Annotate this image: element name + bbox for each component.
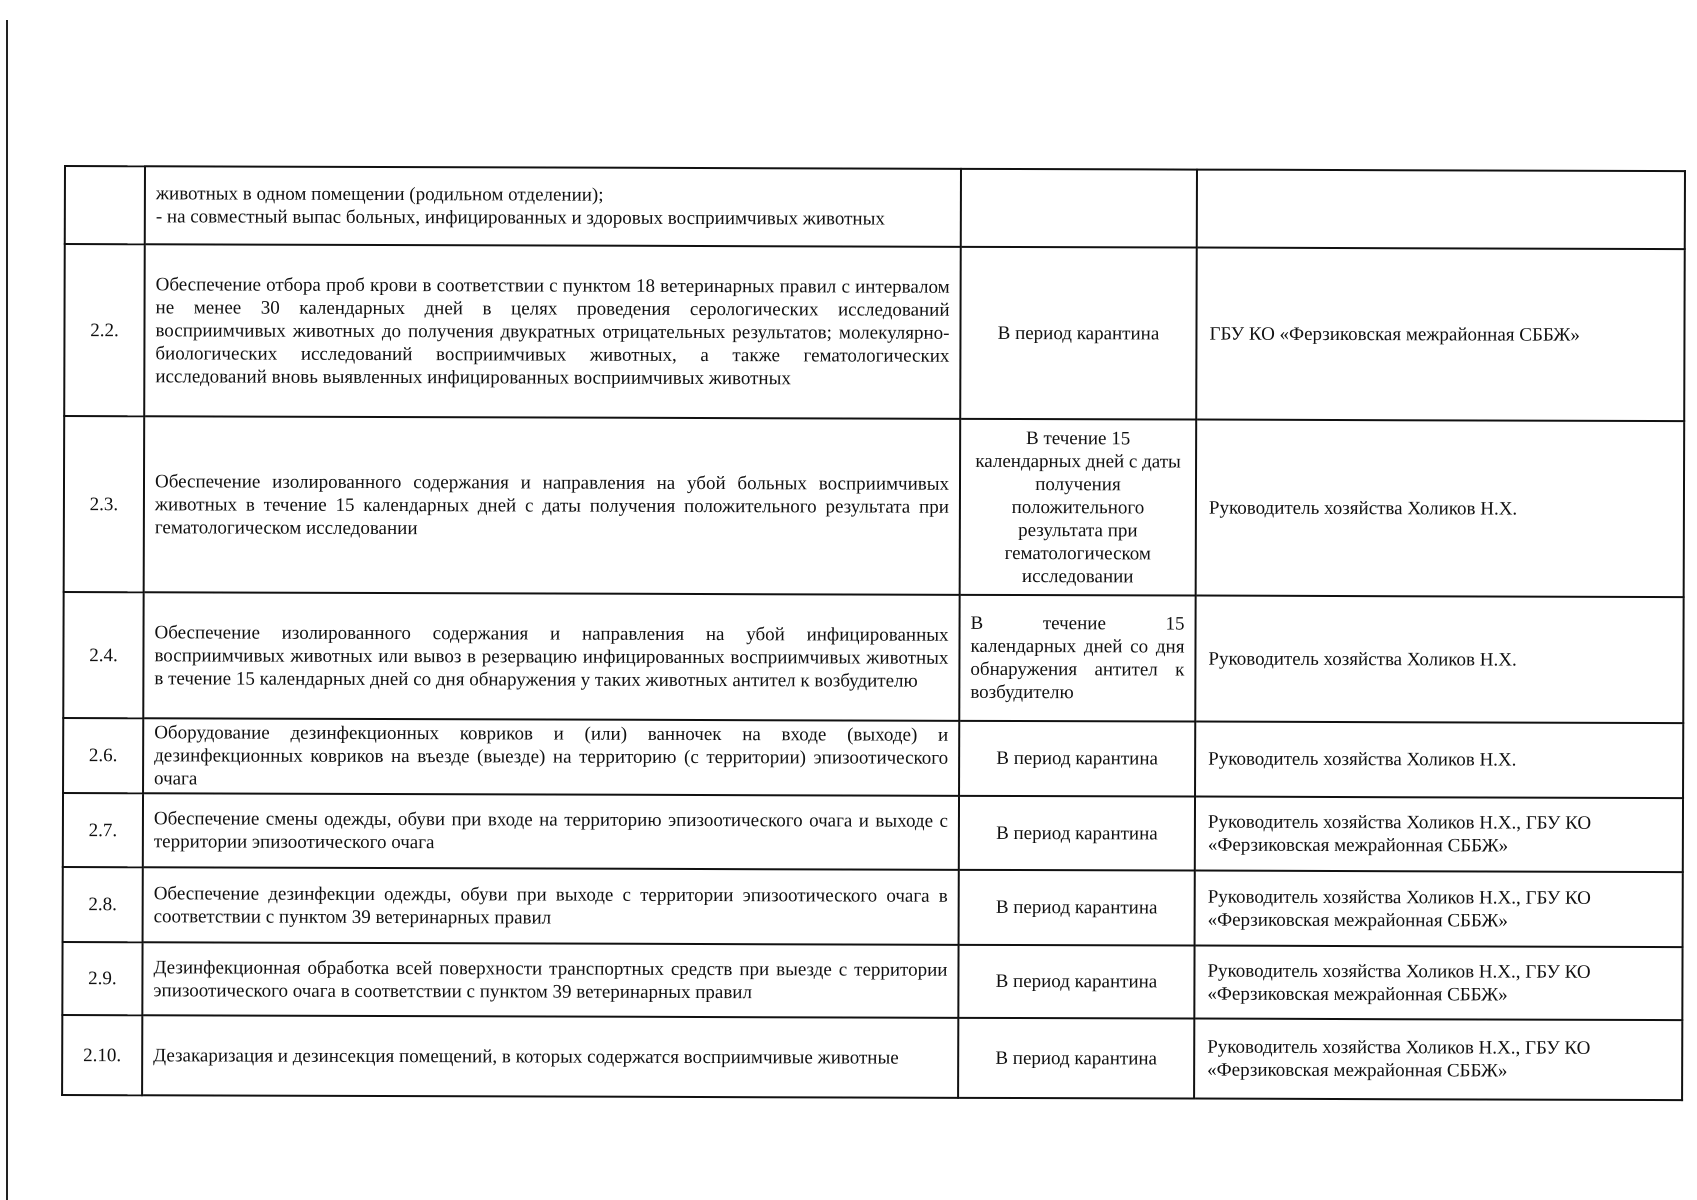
measure-description: Обеспечение изолированного содержания и направления на убой инфицированных восприимчивых животных или вывоз в резервацию инфицированных восприимчивых животных в течение 15 календарных дней со дня обнаружения у таких животных антител к возбудителю [143, 592, 959, 721]
deadline-cell: В период карантина [960, 247, 1197, 420]
table-row [63, 793, 1683, 872]
table-row [62, 1015, 1682, 1100]
deadline-cell: В период карантина [959, 870, 1195, 946]
responsible-cell [1197, 170, 1685, 250]
deadline-cell [961, 169, 1197, 248]
measure-description: Обеспечение дезинфекции одежды, обуви при выходе с территории эпизоотического очага в соответствии с пунктом 39 ветеринарных правил [143, 867, 959, 945]
table-row [63, 592, 1683, 723]
measure-description: Обеспечение изолированного содержания и направления на убой больных восприимчивых животных в течение 15 календарных дней с даты получения положительного результата при гематологическом исследовании [144, 416, 961, 595]
measure-description: Обеспечение смены одежды, обуви при входе на территорию эпизоотического очага и выходе с территории эпизоотического очага [143, 793, 959, 870]
deadline-cell: В период карантина [959, 721, 1195, 797]
deadline-cell: В период карантина [958, 1018, 1194, 1099]
deadline-cell: В период карантина [958, 945, 1194, 1019]
measure-description: Оборудование дезинфекционных ковриков и (или) ванночек на входе (выходе) и дезинфекционных ковриков на въезде (выезде) на территорию (с территории) эпизоотического очага [143, 718, 959, 796]
row-number: 2.3. [64, 416, 145, 592]
measure-description: Дезакаризация и дезинсекция помещений, в которых содержатся восприимчивые животные [142, 1015, 958, 1098]
responsible-cell: Руководитель хозяйства Холиков Н.Х. [1195, 722, 1683, 799]
row-number: 2.10. [62, 1015, 142, 1095]
deadline-cell: В период карантина [959, 796, 1195, 871]
table-row [62, 942, 1682, 1020]
row-number [65, 166, 145, 244]
row-number: 2.9. [62, 942, 142, 1015]
responsible-cell: Руководитель хозяйства Холиков Н.Х. [1195, 596, 1683, 724]
table-row [65, 166, 1685, 249]
row-number: 2.4. [63, 592, 143, 718]
responsible-cell: Руководитель хозяйства Холиков Н.Х. [1196, 420, 1685, 598]
measures-table [61, 165, 1686, 1101]
measure-description: Обеспечение отбора проб крови в соответствии с пунктом 18 ветеринарных правил с интервалом не менее 30 календарных дней в целях проведения серологических исследований восприимчивых животных до получения двукратных отрицательных результатов; молекулярно-биологических исследований восприимчивых животных, а также гематологических исследований вновь выявленных инфицированных восприимчивых животных [144, 244, 961, 419]
measure-description: животных в одном помещении (родильном отделении); - на совместный выпас больных, инфицированных и здоровых восприимчивых животных [145, 166, 961, 247]
row-number: 2.7. [63, 793, 143, 867]
deadline-cell: В течение 15 календарных дней со дня обнаружения антител к возбудителю [959, 595, 1195, 722]
row-number: 2.2. [64, 244, 145, 416]
table-row [63, 867, 1683, 947]
responsible-cell: Руководитель хозяйства Холиков Н.Х., ГБУ КО «Ферзиковская межрайонная СББЖ» [1194, 946, 1682, 1021]
responsible-cell: Руководитель хозяйства Холиков Н.Х., ГБУ КО «Ферзиковская межрайонная СББЖ» [1194, 1019, 1682, 1101]
responsible-cell: Руководитель хозяйства Холиков Н.Х., ГБУ КО «Ферзиковская межрайонная СББЖ» [1195, 797, 1683, 873]
responsible-cell: ГБУ КО «Ферзиковская межрайонная СББЖ» [1196, 248, 1685, 422]
responsible-cell: Руководитель хозяйства Холиков Н.Х., ГБУ КО «Ферзиковская межрайонная СББЖ» [1195, 871, 1683, 948]
page-margin-line [6, 20, 8, 1200]
table-row [63, 718, 1683, 798]
table-row [64, 244, 1685, 421]
measure-description: Дезинфекционная обработка всей поверхности транспортных средств при выезде с территории эпизоотического очага в соответствии с пунктом 39 ветеринарных правил [142, 942, 958, 1018]
row-number: 2.6. [63, 718, 143, 793]
deadline-cell: В течение 15 календарных дней с даты получения положительного результата при гематологическом исследовании [960, 419, 1197, 596]
row-number: 2.8. [63, 867, 143, 942]
table-row [64, 416, 1685, 597]
